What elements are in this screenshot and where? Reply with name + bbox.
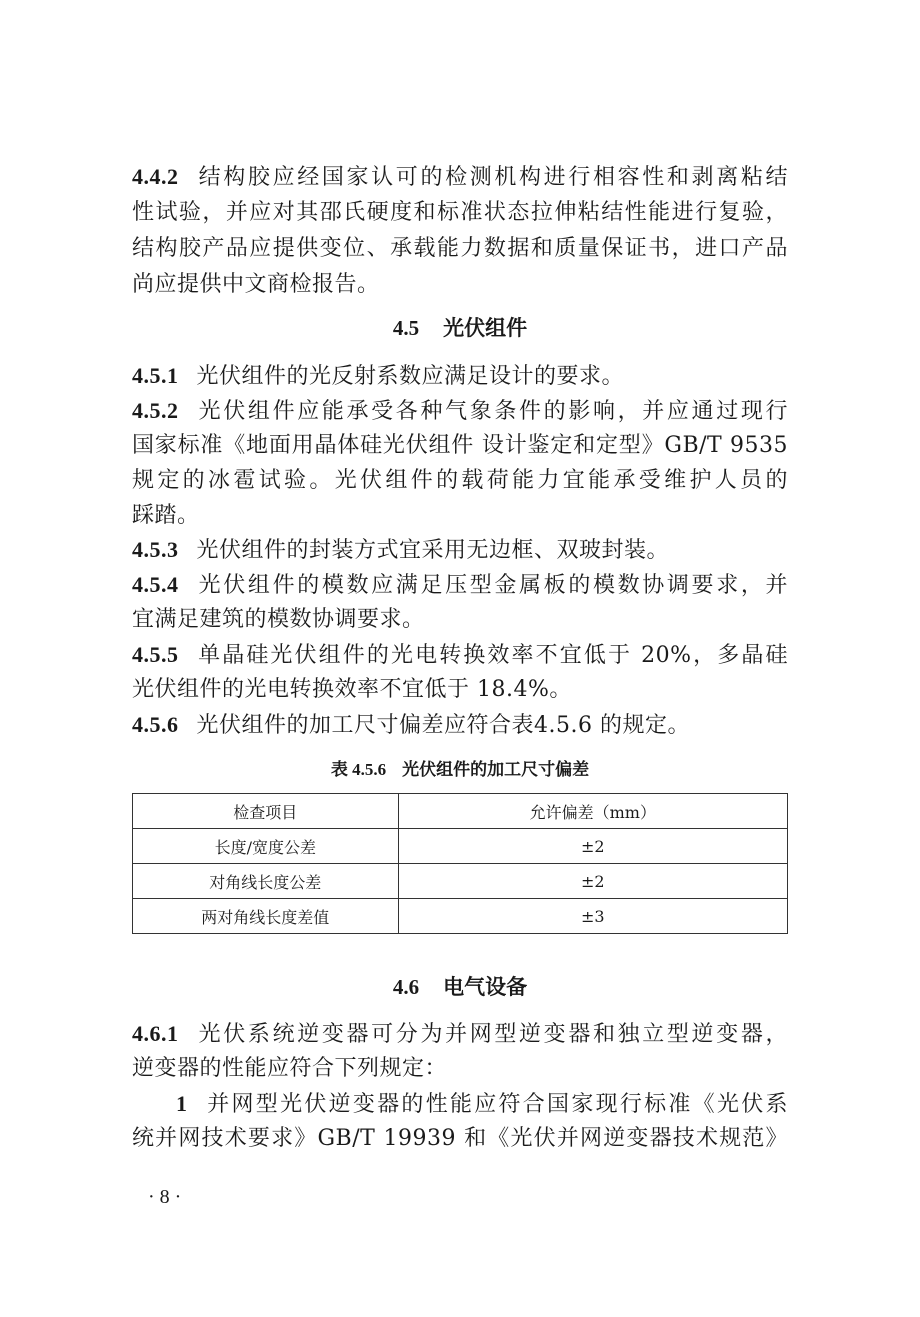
clause-4-5-2-line-3: 规定的冰雹试验。光伏组件的载荷能力宜能承受维护人员的 — [132, 468, 788, 493]
clause-4-5-5-line-2: 光伏组件的光电转换效率不宜低于 18.4%。 — [132, 677, 572, 702]
clause-number: 4.5.4 — [132, 572, 179, 597]
table-cell-value: ±2 — [398, 829, 787, 864]
section-heading-4-6 — [132, 970, 788, 1004]
clause-number: 4.5.1 — [132, 363, 179, 388]
clause-number: 4.5.3 — [132, 537, 179, 562]
list-item-text: 并网型光伏逆变器的性能应符合国家现行标准《光伏系 — [205, 1092, 788, 1117]
clause-number: 4.6.1 — [132, 1021, 179, 1046]
clause-4-4-2-line-1 — [132, 160, 788, 194]
table-row — [133, 864, 788, 899]
section-number: 4.5 — [392, 316, 420, 340]
table-number: 表 4.5.6 — [330, 760, 387, 779]
clause-text: 光伏组件的封装方式宜采用无边框、双玻封装。 — [196, 538, 670, 563]
clause-4-5-2-line-1 — [132, 394, 788, 428]
clause-number: 4.4.2 — [132, 164, 179, 189]
clause-number: 4.5.5 — [132, 642, 179, 667]
clause-4-5-2-line-4: 踩踏。 — [132, 503, 200, 528]
header-allowed-deviation: 允许偏差（mm） — [398, 794, 787, 829]
table-cell-value: ±3 — [398, 899, 787, 934]
table-title: 光伏组件的加工尺寸偏差 — [402, 760, 590, 780]
clause-4-5-1-line-1 — [132, 359, 788, 393]
clause-text: 光伏组件的光反射系数应满足设计的要求。 — [196, 364, 625, 389]
clause-4-5-3-line-1 — [132, 533, 788, 567]
clause-4-5-6-line-1 — [132, 708, 788, 742]
tolerance-table — [132, 793, 788, 934]
table-row — [133, 899, 788, 934]
clause-4-4-2-line-4: 尚应提供中文商检报告。 — [132, 272, 380, 297]
clause-4-5-2-line-2: 国家标准《地面用晶体硅光伏组件 设计鉴定和定型》GB/T 9535 — [132, 433, 788, 458]
table-header-row — [133, 794, 788, 829]
clause-number: 4.5.6 — [132, 712, 179, 737]
clause-text: 光伏组件的模数应满足压型金属板的模数协调要求，并 — [196, 573, 788, 598]
list-item-1-line-1 — [132, 1087, 788, 1121]
list-item-number: 1 — [176, 1091, 188, 1116]
clause-4-5-4-line-1 — [132, 568, 788, 602]
table-cell-item: 两对角线长度差值 — [133, 899, 399, 934]
table-caption — [132, 756, 788, 784]
section-heading-4-5 — [132, 311, 788, 345]
clause-4-5-4-line-2: 宜满足建筑的模数协调要求。 — [132, 607, 425, 632]
clause-4-6-1-line-1 — [132, 1017, 788, 1051]
section-title: 电气设备 — [443, 975, 528, 999]
header-inspection-item: 检查项目 — [133, 794, 399, 829]
table-cell-value: ±2 — [398, 864, 787, 899]
clause-4-4-2-line-2: 性试验，并应对其邵氏硬度和标准状态拉伸粘结性能进行复验， — [132, 200, 788, 225]
clause-text: 单晶硅光伏组件的光电转换效率不宜低于 20%，多晶硅 — [196, 643, 788, 668]
clause-number: 4.5.2 — [132, 398, 179, 423]
clause-4-5-5-line-1 — [132, 638, 788, 672]
clause-4-6-1-line-2: 逆变器的性能应符合下列规定： — [132, 1056, 448, 1081]
table-cell-item: 对角线长度公差 — [133, 864, 399, 899]
list-item-1-line-2: 统并网技术要求》GB/T 19939 和《光伏并网逆变器技术规范》 — [132, 1126, 788, 1151]
clause-text: 光伏组件应能承受各种气象条件的影响，并应通过现行 — [196, 399, 788, 424]
section-title: 光伏组件 — [443, 316, 528, 340]
page-number: · 8 · — [148, 1186, 182, 1208]
clause-text: 光伏系统逆变器可分为并网型逆变器和独立型逆变器， — [196, 1022, 788, 1047]
clause-text: 光伏组件的加工尺寸偏差应符合表4.5.6 的规定。 — [196, 713, 690, 738]
clause-4-4-2-line-3: 结构胶产品应提供变位、承载能力数据和质量保证书，进口产品 — [132, 236, 788, 261]
table-cell-item: 长度/宽度公差 — [133, 829, 399, 864]
section-number: 4.6 — [392, 975, 420, 999]
table-row — [133, 829, 788, 864]
clause-text: 结构胶应经国家认可的检测机构进行相容性和剥离粘结 — [196, 165, 788, 190]
